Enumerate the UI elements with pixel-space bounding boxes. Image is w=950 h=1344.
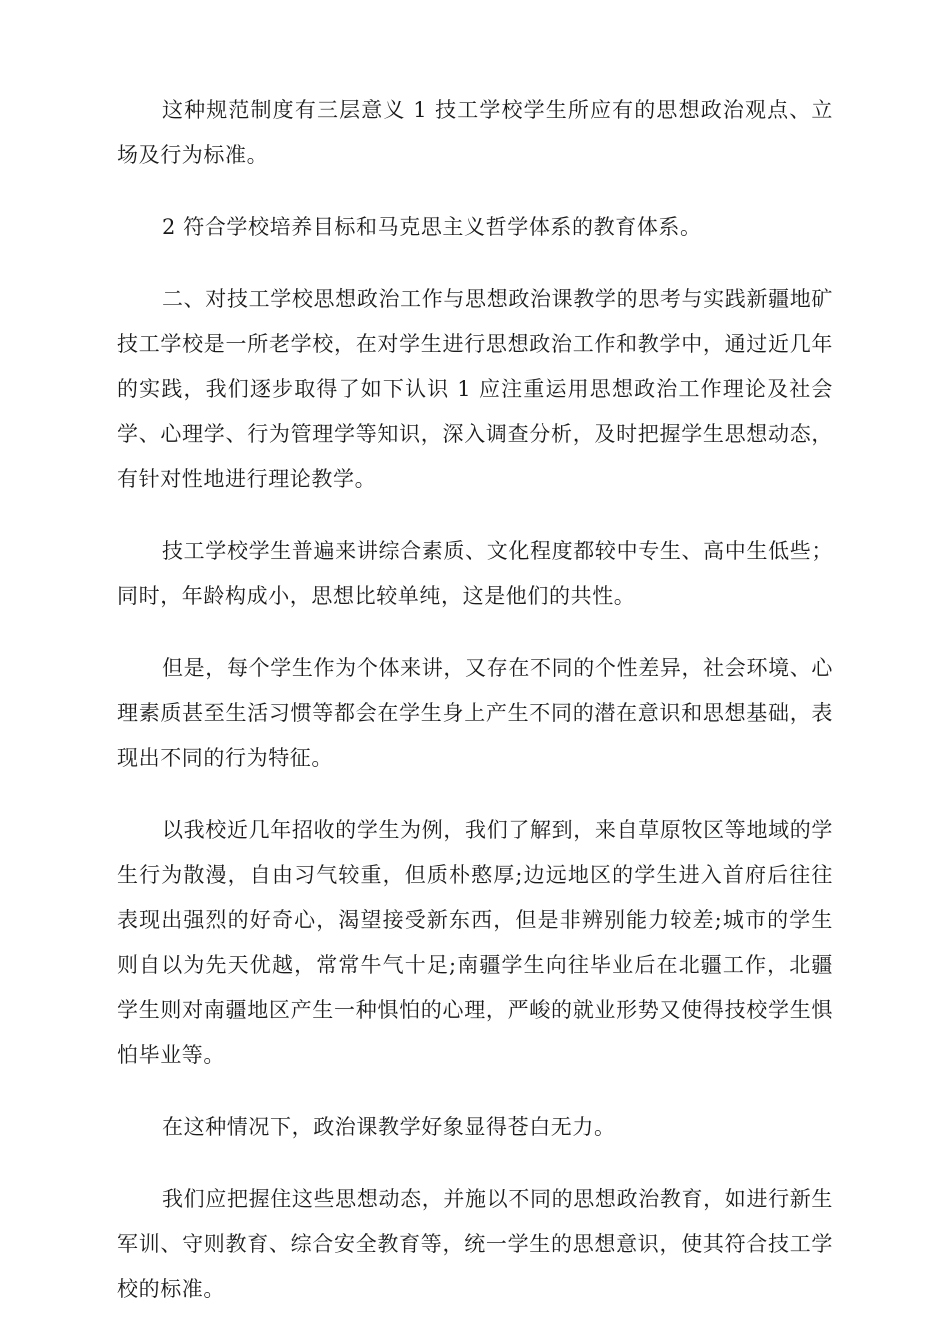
paragraph-8: 我们应把握住这些思想动态，并施以不同的思想政治教育，如进行新生军训、守则教育、综合安全教育等，统一学生的思想意识，使其符合技工学校的标准。 <box>117 1187 833 1301</box>
paragraph-3: 二、对技工学校思想政治工作与思想政治课教学的思考与实践新疆地矿技工学校是一所老学校，在对学生进行思想政治工作和教学中，通过近几年的实践，我们逐步取得了如下认识 1 应注重运用思想政治工作理论及社会学、心理学、行为管理学等知识，深入调查分析，及时把握学生思想动态，有针对性地进行理论教学。 <box>117 287 833 491</box>
paragraph-6: 以我校近几年招收的学生为例，我们了解到，来自草原牧区等地域的学生行为散漫，自由习气较重，但质朴憨厚;边远地区的学生进入首府后往往表现出强烈的好奇心，渴望接受新东西，但是非辨别能力较差;城市的学生则自以为先天优越，常常牛气十足;南疆学生向往毕业后在北疆工作，北疆学生则对南疆地区产生一种惧怕的心理，严峻的就业形势又使得技校学生惧怕毕业等。 <box>117 818 833 1067</box>
paragraph-5: 但是，每个学生作为个体来讲，又存在不同的个性差异，社会环境、心理素质甚至生活习惯等都会在学生身上产生不同的潜在意识和思想基础，表现出不同的行为特征。 <box>117 656 833 770</box>
paragraph-7: 在这种情况下，政治课教学好象显得苍白无力。 <box>162 1115 616 1139</box>
paragraph-2: 2 符合学校培养目标和马克思主义哲学体系的教育体系。 <box>162 215 702 239</box>
paragraph-4: 技工学校学生普遍来讲综合素质、文化程度都较中专生、高中生低些；同时，年龄构成小，思想比较单纯，这是他们的共性。 <box>117 539 833 608</box>
paragraph-1: 这种规范制度有三层意义 1 技工学校学生所应有的思想政治观点、立场及行为标准。 <box>117 98 833 167</box>
document-body <box>117 88 833 1339</box>
